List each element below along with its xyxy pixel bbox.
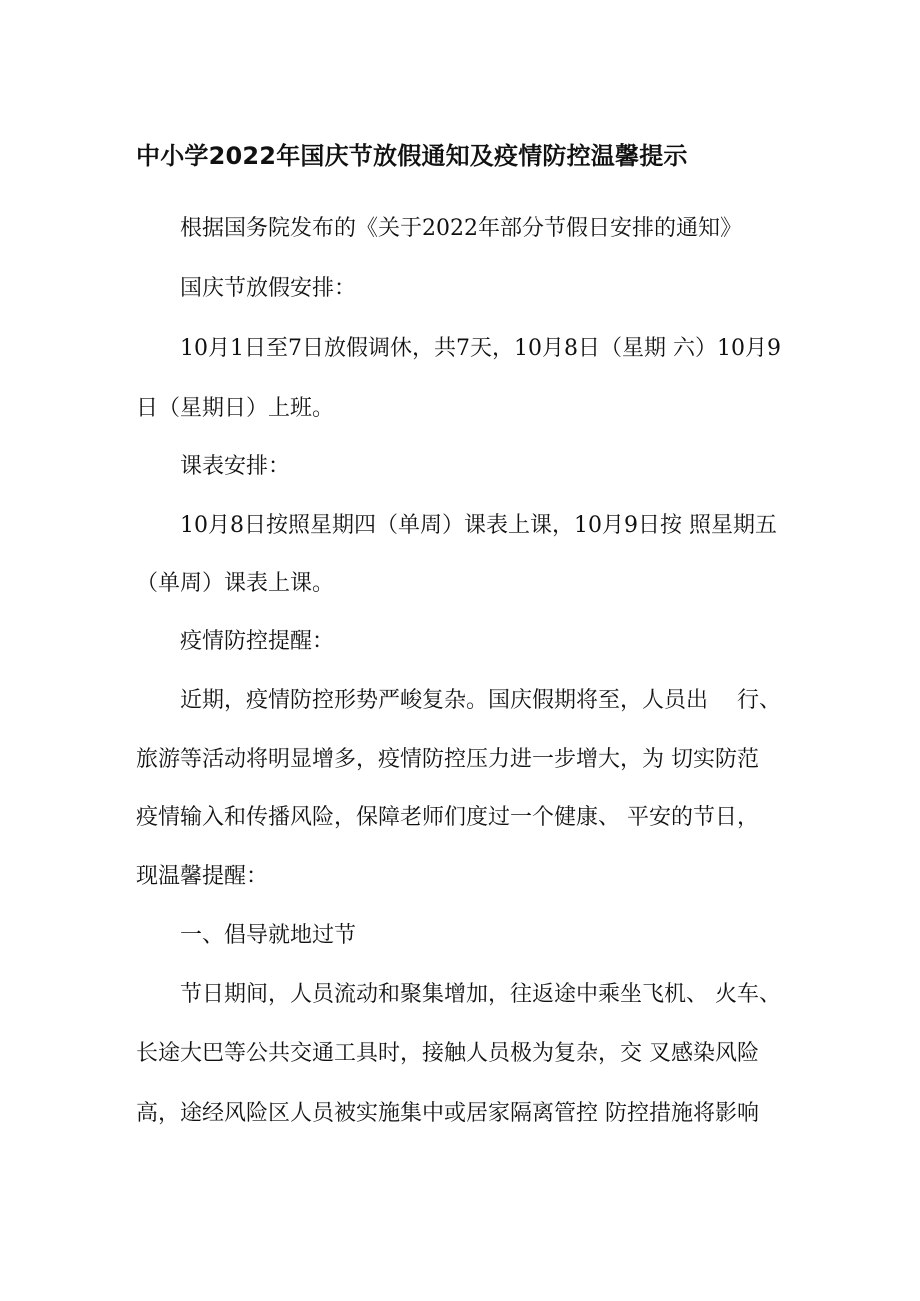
paragraph-line: 旅游等活动将明显增多，疫情防控压力进一步增大，为 切实防范 bbox=[136, 747, 759, 772]
section-heading-epidemic: 疫情防控提醒： bbox=[180, 629, 335, 654]
paragraph-line: 节日期间，人员流动和聚集增加，往返途中乘坐飞机、 火车、 bbox=[180, 982, 781, 1007]
document-title: 中小学2022年国庆节放假通知及疫情防控温馨提示 bbox=[136, 142, 688, 170]
paragraph-line: 10月8日按照星期四（单周）课表上课，10月9日按 照星期五 bbox=[180, 513, 777, 538]
intro-line: 根据国务院发布的《关于2022年部分节假日安排的通知》 bbox=[180, 216, 742, 241]
paragraph-line: 近期，疫情防控形势严峻复杂。国庆假期将至，人员出 行、 bbox=[180, 688, 781, 713]
paragraph-line: 10月1日至7日放假调休，共7天，10月8日（星期 六）10月9 bbox=[180, 336, 781, 361]
paragraph-line: （单周）课表上课。 bbox=[136, 571, 335, 596]
subsection-heading: 一、倡导就地过节 bbox=[180, 923, 357, 948]
section-heading-holiday: 国庆节放假安排： bbox=[180, 276, 357, 301]
paragraph-line: 高，途经风险区人员被实施集中或居家隔离管控 防控措施将影响 bbox=[136, 1101, 759, 1126]
paragraph-line: 长途大巴等公共交通工具时，接触人员极为复杂，交 叉感染风险 bbox=[136, 1041, 759, 1066]
paragraph-line: 日（星期日）上班。 bbox=[136, 396, 335, 421]
paragraph-line: 疫情输入和传播风险，保障老师们度过一个健康、 平安的节日， bbox=[136, 805, 759, 830]
section-heading-schedule: 课表安排： bbox=[180, 454, 291, 479]
paragraph-line: 现温馨提醒： bbox=[136, 864, 269, 889]
